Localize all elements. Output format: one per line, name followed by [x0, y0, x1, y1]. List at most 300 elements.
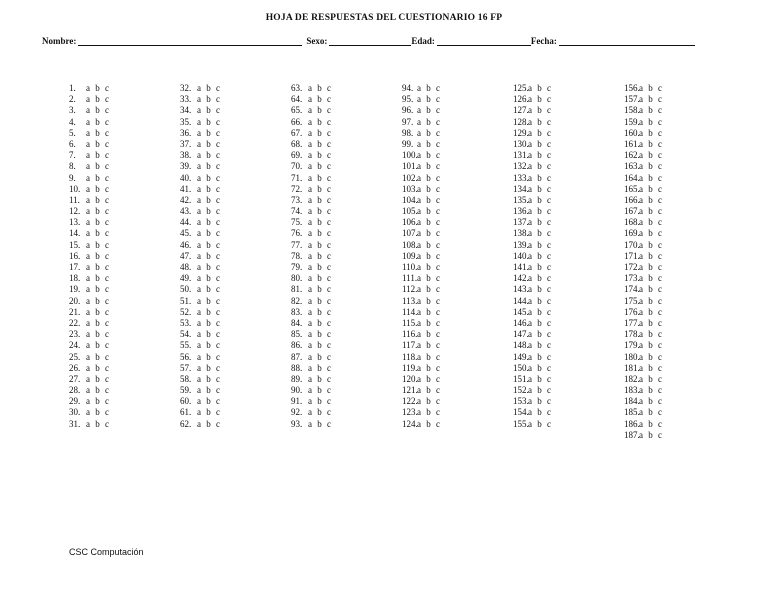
answer-options[interactable]: a b c — [86, 284, 109, 295]
answer-options[interactable]: a b c — [417, 284, 440, 295]
answer-options[interactable]: a b c — [639, 284, 662, 295]
answer-options[interactable]: a b c — [308, 273, 331, 284]
answer-options[interactable]: a b c — [417, 138, 440, 149]
answer-row — [69, 318, 109, 329]
question-number: 95. — [402, 94, 414, 105]
answer-options[interactable]: a b c — [528, 105, 551, 116]
answer-options[interactable]: a b c — [197, 250, 220, 261]
answer-options[interactable]: a b c — [528, 250, 551, 261]
answer-options[interactable]: a b c — [417, 340, 440, 351]
answer-options[interactable]: a b c — [197, 317, 220, 328]
answer-options[interactable]: a b c — [639, 373, 662, 384]
answer-options[interactable]: a b c — [308, 150, 331, 161]
answer-options[interactable]: a b c — [86, 206, 109, 217]
answer-options[interactable]: a b c — [308, 317, 331, 328]
answer-options[interactable]: a b c — [528, 351, 551, 362]
answer-options[interactable]: a b c — [197, 306, 220, 317]
answer-options[interactable]: a b c — [86, 194, 109, 205]
question-number: 90. — [291, 385, 303, 396]
answer-options[interactable]: a b c — [86, 83, 109, 93]
question-number: 124. — [402, 418, 418, 429]
answer-options[interactable]: a b c — [528, 418, 551, 429]
answer-options[interactable]: a b c — [197, 150, 220, 161]
answer-row — [513, 128, 551, 139]
answer-row — [402, 94, 440, 105]
answer-options[interactable]: a b c — [86, 239, 109, 250]
question-number: 187. — [624, 429, 640, 440]
answer-options[interactable]: a b c — [528, 329, 551, 340]
question-number: 131. — [513, 150, 529, 161]
answer-options[interactable]: a b c — [639, 172, 662, 183]
answer-row — [513, 296, 551, 307]
answer-options[interactable]: a b c — [197, 116, 220, 127]
answer-row — [402, 206, 440, 217]
answer-row — [180, 296, 220, 307]
answer-options[interactable]: a b c — [417, 250, 440, 261]
question-number: 184. — [624, 396, 640, 407]
answer-options[interactable]: a b c — [639, 329, 662, 340]
question-number: 116. — [402, 329, 418, 340]
question-number: 38. — [180, 150, 192, 161]
answer-options[interactable]: a b c — [417, 329, 440, 340]
answer-options[interactable]: a b c — [197, 83, 220, 93]
answer-options[interactable]: a b c — [197, 329, 220, 340]
answer-options[interactable]: a b c — [639, 83, 662, 93]
answer-options[interactable]: a b c — [308, 138, 331, 149]
answer-row — [402, 217, 440, 228]
answer-options[interactable]: a b c — [639, 295, 662, 306]
answer-options[interactable]: a b c — [639, 206, 662, 217]
answer-row — [180, 340, 220, 351]
answer-row — [69, 374, 109, 385]
answer-row — [513, 318, 551, 329]
answer-options[interactable]: a b c — [197, 194, 220, 205]
answer-options[interactable]: a b c — [417, 407, 440, 418]
question-number: 114. — [402, 306, 418, 317]
answer-options[interactable]: a b c — [528, 273, 551, 284]
question-number: 133. — [513, 172, 529, 183]
answer-options[interactable]: a b c — [308, 239, 331, 250]
question-number: 92. — [291, 407, 303, 418]
answer-options[interactable]: a b c — [197, 217, 220, 228]
answer-row — [624, 296, 662, 307]
answer-row — [69, 296, 109, 307]
answer-options[interactable]: a b c — [86, 161, 109, 172]
answer-options[interactable]: a b c — [639, 138, 662, 149]
answer-options[interactable]: a b c — [308, 340, 331, 351]
answer-options[interactable]: a b c — [197, 284, 220, 295]
answer-options[interactable]: a b c — [528, 239, 551, 250]
answer-options[interactable]: a b c — [197, 94, 220, 105]
question-number: 151. — [513, 373, 529, 384]
question-number: 4. — [69, 116, 76, 127]
answer-row — [291, 307, 331, 318]
answer-options[interactable]: a b c — [308, 396, 331, 407]
answer-row — [402, 228, 440, 239]
answer-row — [291, 352, 331, 363]
answer-options[interactable]: a b c — [86, 228, 109, 239]
answer-options[interactable]: a b c — [197, 418, 220, 429]
answer-options[interactable]: a b c — [639, 228, 662, 239]
question-number: 98. — [402, 127, 414, 138]
answer-options[interactable]: a b c — [308, 329, 331, 340]
answer-options[interactable]: a b c — [308, 385, 331, 396]
question-number: 43. — [180, 206, 192, 217]
answer-row — [291, 284, 331, 295]
answer-row — [624, 83, 662, 94]
answer-options[interactable]: a b c — [417, 105, 440, 116]
answer-row — [291, 273, 331, 284]
answer-options[interactable]: a b c — [528, 83, 551, 93]
question-number: 83. — [291, 306, 303, 317]
answer-row — [69, 273, 109, 284]
question-number: 37. — [180, 138, 192, 149]
answer-options[interactable]: a b c — [417, 239, 440, 250]
answer-options[interactable]: a b c — [308, 194, 331, 205]
question-number: 71. — [291, 172, 303, 183]
answer-row — [624, 407, 662, 418]
answer-options[interactable]: a b c — [86, 250, 109, 261]
answer-options[interactable]: a b c — [417, 94, 440, 105]
answer-options[interactable]: a b c — [528, 217, 551, 228]
question-number: 154. — [513, 407, 529, 418]
answer-options[interactable]: a b c — [417, 306, 440, 317]
answer-options[interactable]: a b c — [639, 262, 662, 272]
answer-options[interactable]: a b c — [308, 418, 331, 429]
answer-options[interactable]: a b c — [308, 206, 331, 217]
answer-options[interactable]: a b c — [86, 351, 109, 362]
answer-options[interactable]: a b c — [417, 362, 440, 373]
question-number: 171. — [624, 250, 640, 261]
answer-options[interactable]: a b c — [308, 116, 331, 127]
answer-row — [402, 173, 440, 184]
answer-options[interactable]: a b c — [417, 295, 440, 306]
answer-options[interactable]: a b c — [197, 161, 220, 172]
question-number: 186. — [624, 418, 640, 429]
answer-options[interactable]: a b c — [197, 239, 220, 250]
answer-options[interactable]: a b c — [308, 262, 331, 272]
question-number: 48. — [180, 262, 192, 272]
answer-options[interactable]: a b c — [417, 373, 440, 384]
question-number: 178. — [624, 329, 640, 340]
answer-options[interactable]: a b c — [197, 273, 220, 284]
answer-options[interactable]: a b c — [308, 217, 331, 228]
answer-options[interactable]: a b c — [528, 206, 551, 217]
answer-options[interactable]: a b c — [528, 340, 551, 351]
answer-options[interactable]: a b c — [86, 217, 109, 228]
answer-options[interactable]: a b c — [308, 105, 331, 116]
answer-options[interactable]: a b c — [308, 351, 331, 362]
answer-row — [624, 273, 662, 284]
question-number: 64. — [291, 94, 303, 105]
answer-options[interactable]: a b c — [86, 396, 109, 407]
answer-options[interactable]: a b c — [86, 385, 109, 396]
edad-field[interactable] — [437, 36, 531, 46]
question-number: 110. — [402, 262, 418, 272]
answer-options[interactable]: a b c — [86, 362, 109, 373]
answer-row — [624, 318, 662, 329]
answer-options[interactable]: a b c — [528, 362, 551, 373]
answer-options[interactable]: a b c — [639, 317, 662, 328]
answer-options[interactable]: a b c — [639, 239, 662, 250]
question-number: 111. — [402, 273, 418, 284]
answer-options[interactable]: a b c — [528, 407, 551, 418]
answer-options[interactable]: a b c — [417, 150, 440, 161]
answer-options[interactable]: a b c — [639, 183, 662, 194]
answer-options[interactable]: a b c — [86, 373, 109, 384]
answer-options[interactable]: a b c — [528, 116, 551, 127]
answer-options[interactable]: a b c — [417, 116, 440, 127]
answer-options[interactable]: a b c — [528, 150, 551, 161]
answer-options[interactable]: a b c — [417, 385, 440, 396]
answer-options[interactable]: a b c — [308, 183, 331, 194]
answer-options[interactable]: a b c — [528, 306, 551, 317]
answer-options[interactable]: a b c — [86, 317, 109, 328]
answer-options[interactable]: a b c — [308, 83, 331, 93]
answer-options[interactable]: a b c — [417, 418, 440, 429]
answer-row — [180, 105, 220, 116]
answer-row — [180, 318, 220, 329]
answer-options[interactable]: a b c — [528, 262, 551, 272]
answer-options[interactable]: a b c — [308, 127, 331, 138]
answer-options[interactable]: a b c — [639, 362, 662, 373]
question-number: 183. — [624, 385, 640, 396]
answer-row — [180, 363, 220, 374]
question-number: 173. — [624, 273, 640, 284]
question-number: 79. — [291, 262, 303, 272]
answer-row — [402, 251, 440, 262]
answer-row — [624, 396, 662, 407]
answer-options[interactable]: a b c — [86, 172, 109, 183]
answer-row — [291, 94, 331, 105]
sexo-field[interactable] — [329, 36, 411, 46]
answer-row — [402, 117, 440, 128]
answer-options[interactable]: a b c — [528, 183, 551, 194]
answer-options[interactable]: a b c — [417, 161, 440, 172]
answer-options[interactable]: a b c — [197, 127, 220, 138]
question-number: 105. — [402, 206, 418, 217]
answer-options[interactable]: a b c — [417, 183, 440, 194]
answer-options[interactable]: a b c — [86, 138, 109, 149]
answer-options[interactable]: a b c — [197, 407, 220, 418]
answer-options[interactable]: a b c — [639, 351, 662, 362]
answer-options[interactable]: a b c — [197, 396, 220, 407]
answer-options[interactable]: a b c — [197, 228, 220, 239]
answer-options[interactable]: a b c — [417, 83, 440, 93]
answer-options[interactable]: a b c — [639, 385, 662, 396]
question-number: 68. — [291, 138, 303, 149]
answer-options[interactable]: a b c — [528, 194, 551, 205]
answer-row — [624, 139, 662, 150]
answer-row — [513, 419, 551, 430]
answer-options[interactable]: a b c — [639, 306, 662, 317]
question-number: 46. — [180, 239, 192, 250]
answer-options[interactable]: a b c — [197, 295, 220, 306]
answer-options[interactable]: a b c — [417, 217, 440, 228]
answer-options[interactable]: a b c — [308, 172, 331, 183]
answer-options[interactable]: a b c — [417, 228, 440, 239]
answer-options[interactable]: a b c — [86, 306, 109, 317]
answer-options[interactable]: a b c — [528, 94, 551, 105]
answer-row — [180, 307, 220, 318]
answer-options[interactable]: a b c — [86, 329, 109, 340]
answer-options[interactable]: a b c — [528, 228, 551, 239]
answer-options[interactable]: a b c — [639, 396, 662, 407]
answer-options[interactable]: a b c — [197, 172, 220, 183]
answer-options[interactable]: a b c — [528, 295, 551, 306]
answer-options[interactable]: a b c — [639, 340, 662, 351]
question-number: 112. — [402, 284, 418, 295]
answer-options[interactable]: a b c — [417, 396, 440, 407]
nombre-field[interactable] — [78, 36, 302, 46]
answer-options[interactable]: a b c — [86, 127, 109, 138]
answer-row — [180, 139, 220, 150]
answer-options[interactable]: a b c — [86, 407, 109, 418]
answer-options[interactable]: a b c — [528, 373, 551, 384]
answer-options[interactable]: a b c — [308, 250, 331, 261]
answer-options[interactable]: a b c — [528, 127, 551, 138]
question-number: 103. — [402, 183, 418, 194]
answer-row — [624, 307, 662, 318]
answer-row — [69, 195, 109, 206]
answer-options[interactable]: a b c — [308, 373, 331, 384]
answer-options[interactable]: a b c — [417, 317, 440, 328]
answer-options[interactable]: a b c — [86, 150, 109, 161]
question-number: 118. — [402, 351, 418, 362]
answer-options[interactable]: a b c — [639, 217, 662, 228]
answer-options[interactable]: a b c — [308, 228, 331, 239]
answer-options[interactable]: a b c — [308, 362, 331, 373]
question-number: 169. — [624, 228, 640, 239]
answer-options[interactable]: a b c — [417, 127, 440, 138]
answer-options[interactable]: a b c — [197, 262, 220, 272]
answer-options[interactable]: a b c — [639, 407, 662, 418]
question-number: 75. — [291, 217, 303, 228]
answer-options[interactable]: a b c — [528, 161, 551, 172]
answer-row — [69, 184, 109, 195]
answer-options[interactable]: a b c — [417, 273, 440, 284]
answer-options[interactable]: a b c — [417, 172, 440, 183]
answer-options[interactable]: a b c — [639, 194, 662, 205]
answer-options[interactable]: a b c — [639, 250, 662, 261]
answer-options[interactable]: a b c — [417, 194, 440, 205]
question-number: 73. — [291, 194, 303, 205]
question-number: 69. — [291, 150, 303, 161]
answer-row — [513, 94, 551, 105]
answer-options[interactable]: a b c — [308, 161, 331, 172]
answer-options[interactable]: a b c — [639, 161, 662, 172]
answer-options[interactable]: a b c — [86, 273, 109, 284]
answer-row — [624, 251, 662, 262]
answer-row — [624, 374, 662, 385]
question-number: 36. — [180, 127, 192, 138]
answer-options[interactable]: a b c — [86, 116, 109, 127]
answer-options[interactable]: a b c — [197, 362, 220, 373]
answer-options[interactable]: a b c — [308, 407, 331, 418]
answer-options[interactable]: a b c — [639, 150, 662, 161]
answer-options[interactable]: a b c — [639, 429, 662, 440]
answer-row — [69, 240, 109, 251]
answer-options[interactable]: a b c — [639, 116, 662, 127]
answer-row — [624, 340, 662, 351]
question-number: 179. — [624, 340, 640, 351]
answer-row — [69, 419, 109, 430]
answer-options[interactable]: a b c — [197, 206, 220, 217]
question-number: 23. — [69, 329, 81, 340]
answer-options[interactable]: a b c — [197, 385, 220, 396]
answer-options[interactable]: a b c — [639, 418, 662, 429]
question-number: 67. — [291, 127, 303, 138]
answer-row — [402, 318, 440, 329]
answer-row — [624, 94, 662, 105]
question-number: 39. — [180, 161, 192, 172]
answer-options[interactable]: a b c — [417, 351, 440, 362]
fecha-field[interactable] — [559, 36, 695, 46]
answer-options[interactable]: a b c — [417, 206, 440, 217]
answer-row — [402, 352, 440, 363]
answer-row — [69, 284, 109, 295]
answer-row — [513, 150, 551, 161]
answer-options[interactable]: a b c — [528, 138, 551, 149]
answer-options[interactable]: a b c — [639, 273, 662, 284]
answer-options[interactable]: a b c — [528, 385, 551, 396]
answer-options[interactable]: a b c — [86, 418, 109, 429]
answer-options[interactable]: a b c — [197, 373, 220, 384]
question-number: 80. — [291, 273, 303, 284]
answer-options[interactable]: a b c — [528, 396, 551, 407]
answer-column-6 — [624, 83, 662, 441]
answer-options[interactable]: a b c — [197, 351, 220, 362]
answer-column-2 — [180, 83, 220, 430]
answer-row — [624, 284, 662, 295]
answer-options[interactable]: a b c — [308, 306, 331, 317]
answer-options[interactable]: a b c — [417, 262, 440, 272]
answer-options[interactable]: a b c — [86, 262, 109, 272]
question-number: 18. — [69, 273, 81, 284]
answer-options[interactable]: a b c — [197, 340, 220, 351]
answer-options[interactable]: a b c — [86, 105, 109, 116]
answer-options[interactable]: a b c — [528, 172, 551, 183]
answer-row — [513, 240, 551, 251]
answer-options[interactable]: a b c — [197, 183, 220, 194]
answer-options[interactable]: a b c — [528, 317, 551, 328]
answer-options[interactable]: a b c — [528, 284, 551, 295]
answer-options[interactable]: a b c — [86, 183, 109, 194]
question-number: 61. — [180, 407, 192, 418]
answer-options[interactable]: a b c — [86, 94, 109, 105]
answer-options[interactable]: a b c — [197, 105, 220, 116]
answer-row — [624, 240, 662, 251]
answer-options[interactable]: a b c — [308, 284, 331, 295]
answer-options[interactable]: a b c — [86, 340, 109, 351]
answer-row — [513, 273, 551, 284]
answer-options[interactable]: a b c — [639, 94, 662, 105]
answer-options[interactable]: a b c — [308, 94, 331, 105]
question-number: 163. — [624, 161, 640, 172]
answer-options[interactable]: a b c — [639, 105, 662, 116]
answer-row — [624, 228, 662, 239]
answer-options[interactable]: a b c — [86, 295, 109, 306]
question-number: 119. — [402, 362, 418, 373]
answer-options[interactable]: a b c — [308, 295, 331, 306]
footer-text: CSC Computación — [69, 547, 144, 557]
answer-row — [513, 329, 551, 340]
answer-options[interactable]: a b c — [197, 138, 220, 149]
answer-row — [69, 161, 109, 172]
answer-row — [69, 206, 109, 217]
answer-options[interactable]: a b c — [639, 127, 662, 138]
answer-row — [69, 117, 109, 128]
